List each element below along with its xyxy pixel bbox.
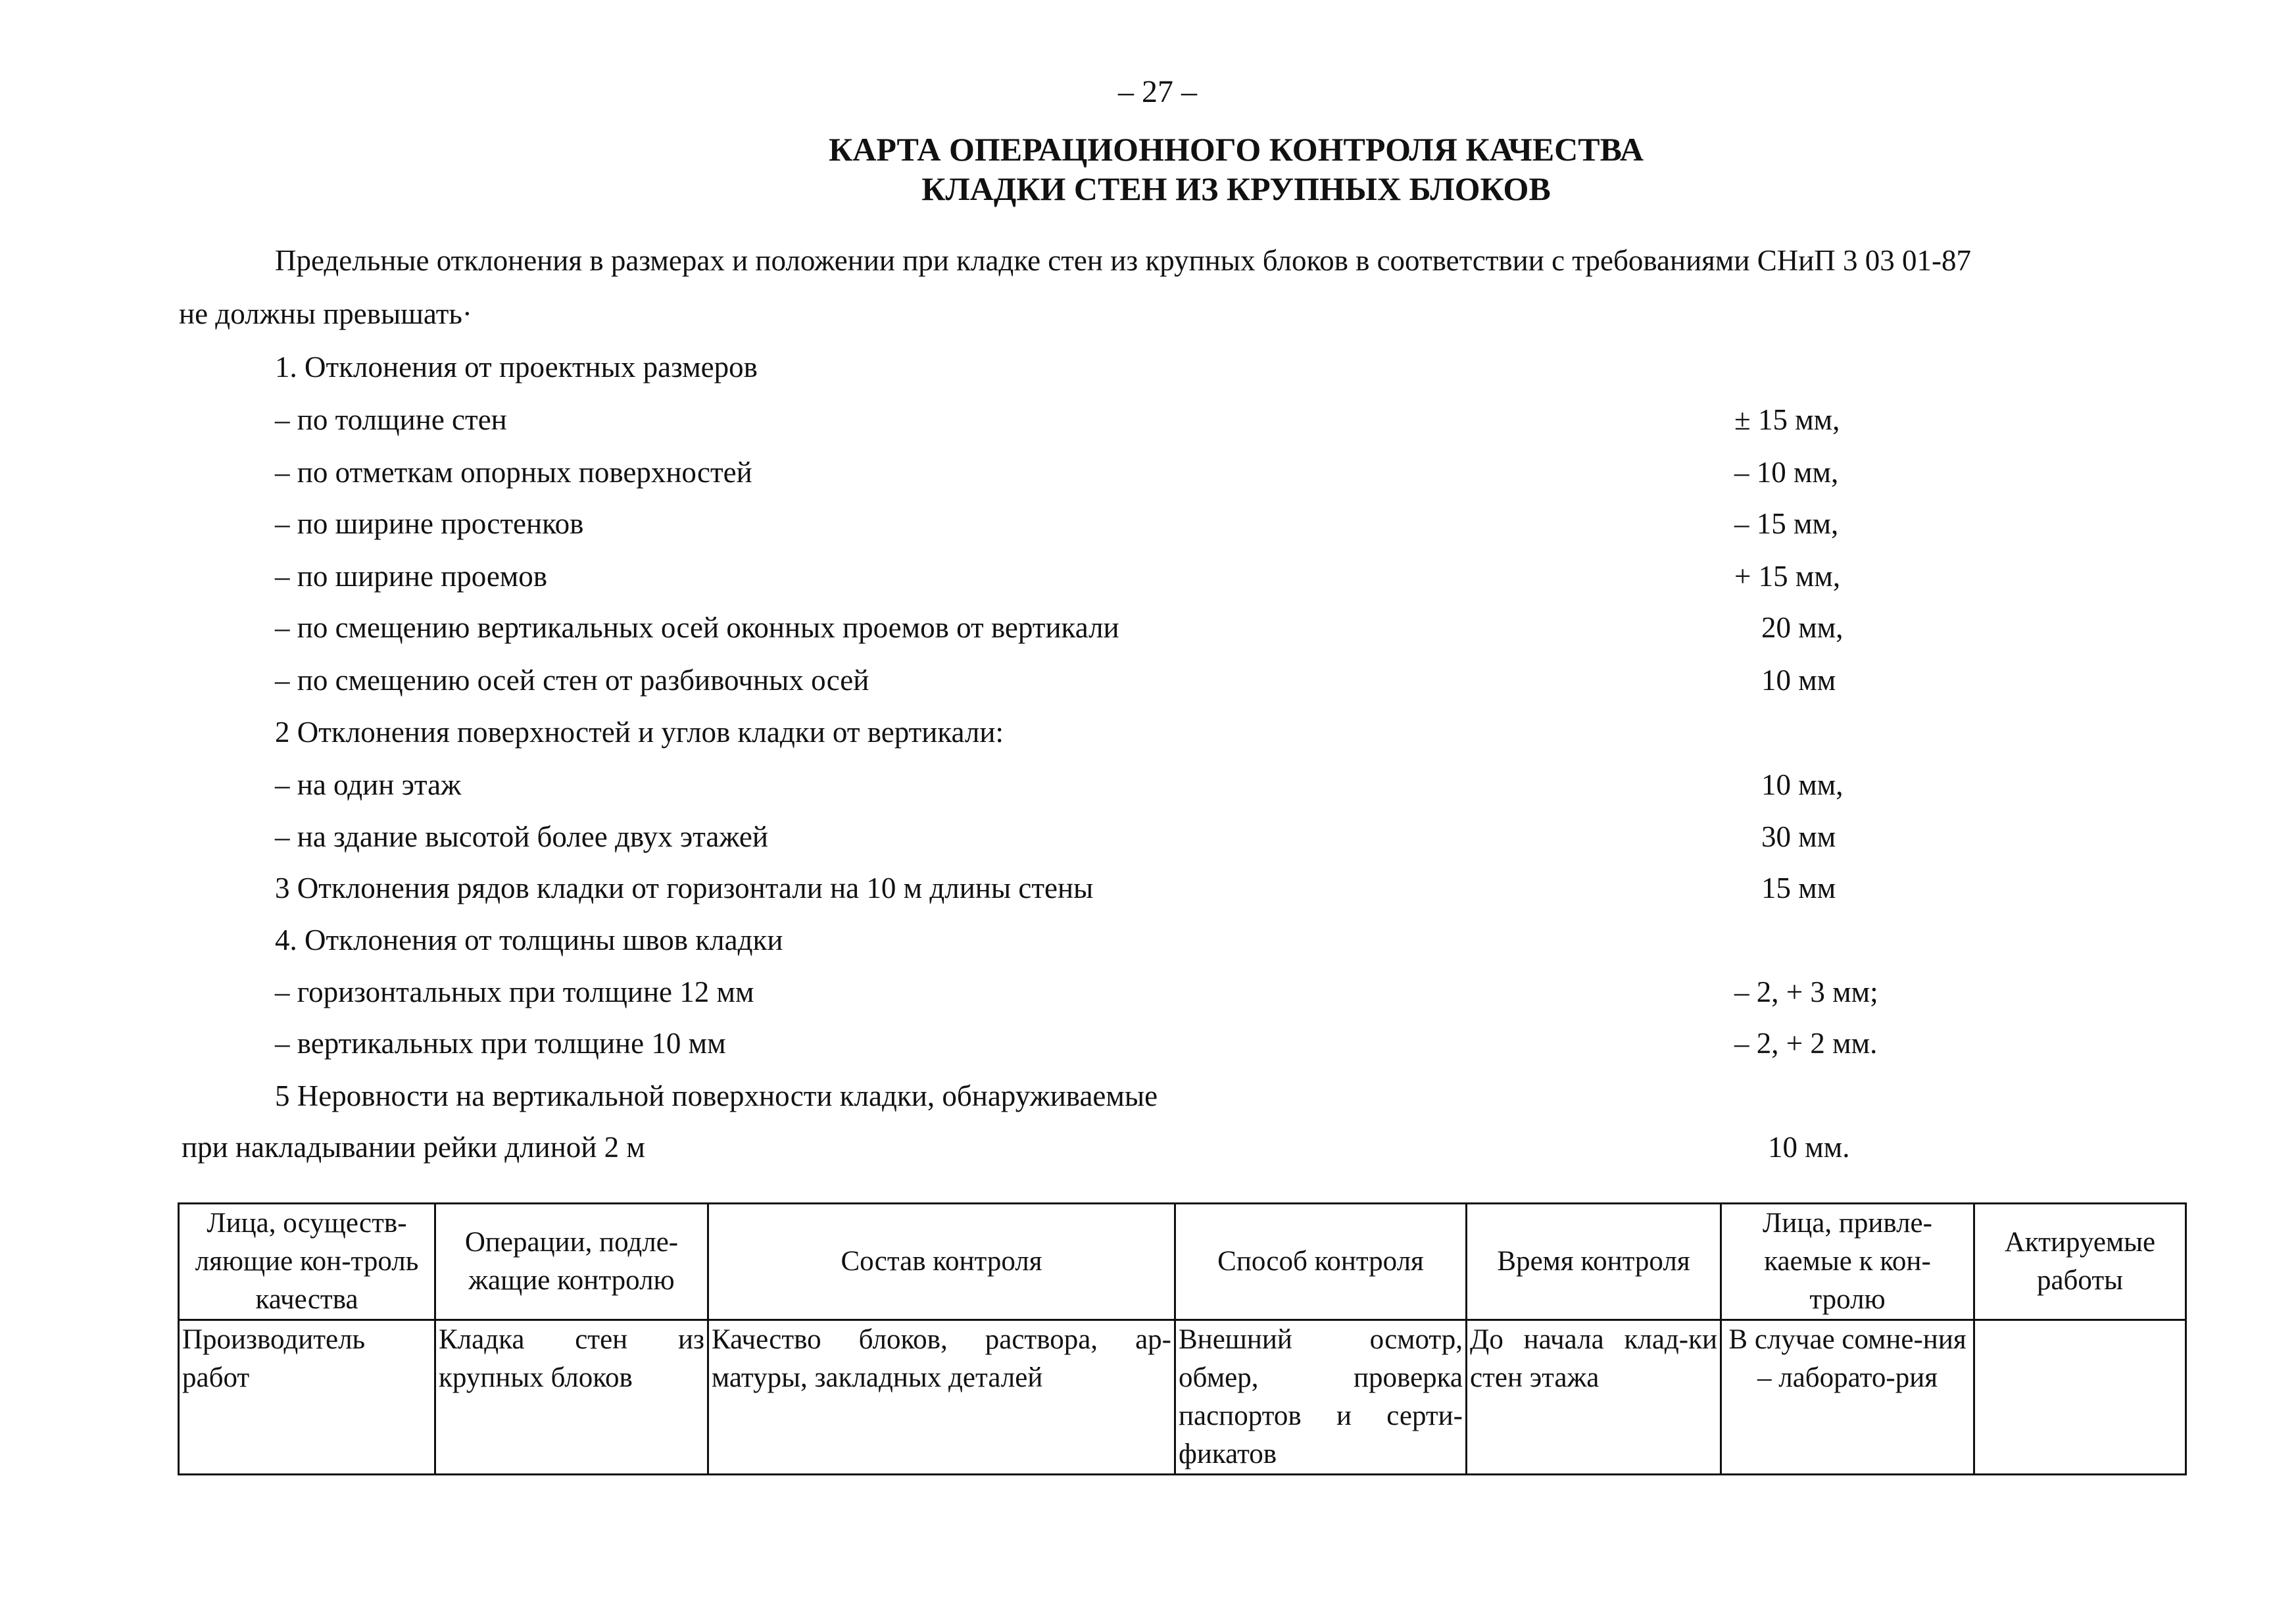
deviation-label: – горизонтальных при толщине 12 мм	[275, 975, 754, 1008]
deviation-value: + 15 мм,	[1734, 560, 1841, 593]
table-cell: Кладка стен из крупных блоков	[435, 1320, 708, 1475]
deviation-value: 10 мм,	[1761, 768, 1844, 801]
table-cell: Внешний осмотр, обмер, проверка паспортов и серти-фикатов	[1175, 1320, 1467, 1475]
section-heading: 5 Неровности на вертикальной поверхности кладки, обнаруживаемые	[275, 1079, 1158, 1112]
section-heading: 3 Отклонения рядов кладки от горизонтали на 10 м длины стены	[275, 872, 1094, 904]
column-header: Лица, осуществ-ляющие кон-троль качества	[179, 1204, 435, 1320]
table-cell: Качество блоков, раствора, ар-матуры, закладных деталей	[708, 1320, 1175, 1475]
deviation-value: – 2, + 2 мм.	[1734, 1027, 1878, 1060]
document-title-line-2: КЛАДКИ СТЕН ИЗ КРУПНЫХ БЛОКОВ	[921, 170, 1551, 207]
deviation-label: – по ширине проемов	[275, 560, 548, 593]
deviation-value: 10 мм	[1761, 664, 1836, 697]
deviation-value: – 10 мм,	[1734, 456, 1839, 489]
deviation-value: – 15 мм,	[1734, 507, 1839, 540]
column-header: Время контроля	[1467, 1204, 1721, 1320]
table-cell: До начала клад-ки стен этажа	[1467, 1320, 1721, 1475]
quality-control-table	[178, 1202, 2187, 1475]
section-heading: 1. Отклонения от проектных размеров	[275, 351, 758, 383]
table-cell: В случае сомне-ния – лаборато-рия	[1721, 1320, 1974, 1475]
intro-line-2: не должны превышать·	[179, 297, 472, 330]
deviation-value: ± 15 мм,	[1734, 403, 1840, 436]
deviation-label: – на здание высотой более двух этажей	[275, 820, 768, 853]
deviation-label: – по смещению осей стен от разбивочных осей	[275, 664, 869, 697]
deviation-label: – по смещению вертикальных осей оконных проемов от вертикали	[275, 611, 1119, 644]
deviation-label: – по отметкам опорных поверхностей	[275, 456, 752, 489]
section-heading: 2 Отклонения поверхностей и углов кладки от вертикали:	[275, 716, 1004, 749]
section-heading: 4. Отклонения от толщины швов кладки	[275, 924, 783, 956]
column-header: Лица, привле-каемые к кон-тролю	[1721, 1204, 1974, 1320]
table-header-row	[179, 1204, 2186, 1320]
deviation-label: – вертикальных при толщине 10 мм	[275, 1027, 726, 1060]
deviation-value: 10 мм.	[1768, 1131, 1850, 1164]
deviation-label: – на один этаж	[275, 768, 462, 801]
deviation-value: – 2, + 3 мм;	[1734, 975, 1878, 1008]
deviation-value: 15 мм	[1761, 872, 1836, 904]
column-header: Способ контроля	[1175, 1204, 1467, 1320]
table-cell: Производитель работ	[179, 1320, 435, 1475]
column-header: Операции, подле-жащие контролю	[435, 1204, 708, 1320]
deviation-label: – по ширине простенков	[275, 507, 584, 540]
table-cell	[1974, 1320, 2186, 1475]
document-title-line-1: КАРТА ОПЕРАЦИОННОГО КОНТРОЛЯ КАЧЕСТВА	[829, 131, 1644, 168]
deviation-value: 20 мм,	[1761, 611, 1844, 644]
table-row	[179, 1320, 2186, 1475]
page-number: – 27 –	[1118, 74, 1197, 109]
column-header: Актируемые работы	[1974, 1204, 2186, 1320]
deviation-value: 30 мм	[1761, 820, 1836, 853]
intro-line-1: Предельные отклонения в размерах и положении при кладке стен из крупных блоков в соответствии с требованиями СНиП 3 03 01-87	[275, 244, 1972, 277]
deviation-label: при накладывании рейки длиной 2 м	[182, 1131, 645, 1164]
column-header: Состав контроля	[708, 1204, 1175, 1320]
deviation-label: – по толщине стен	[275, 403, 507, 436]
